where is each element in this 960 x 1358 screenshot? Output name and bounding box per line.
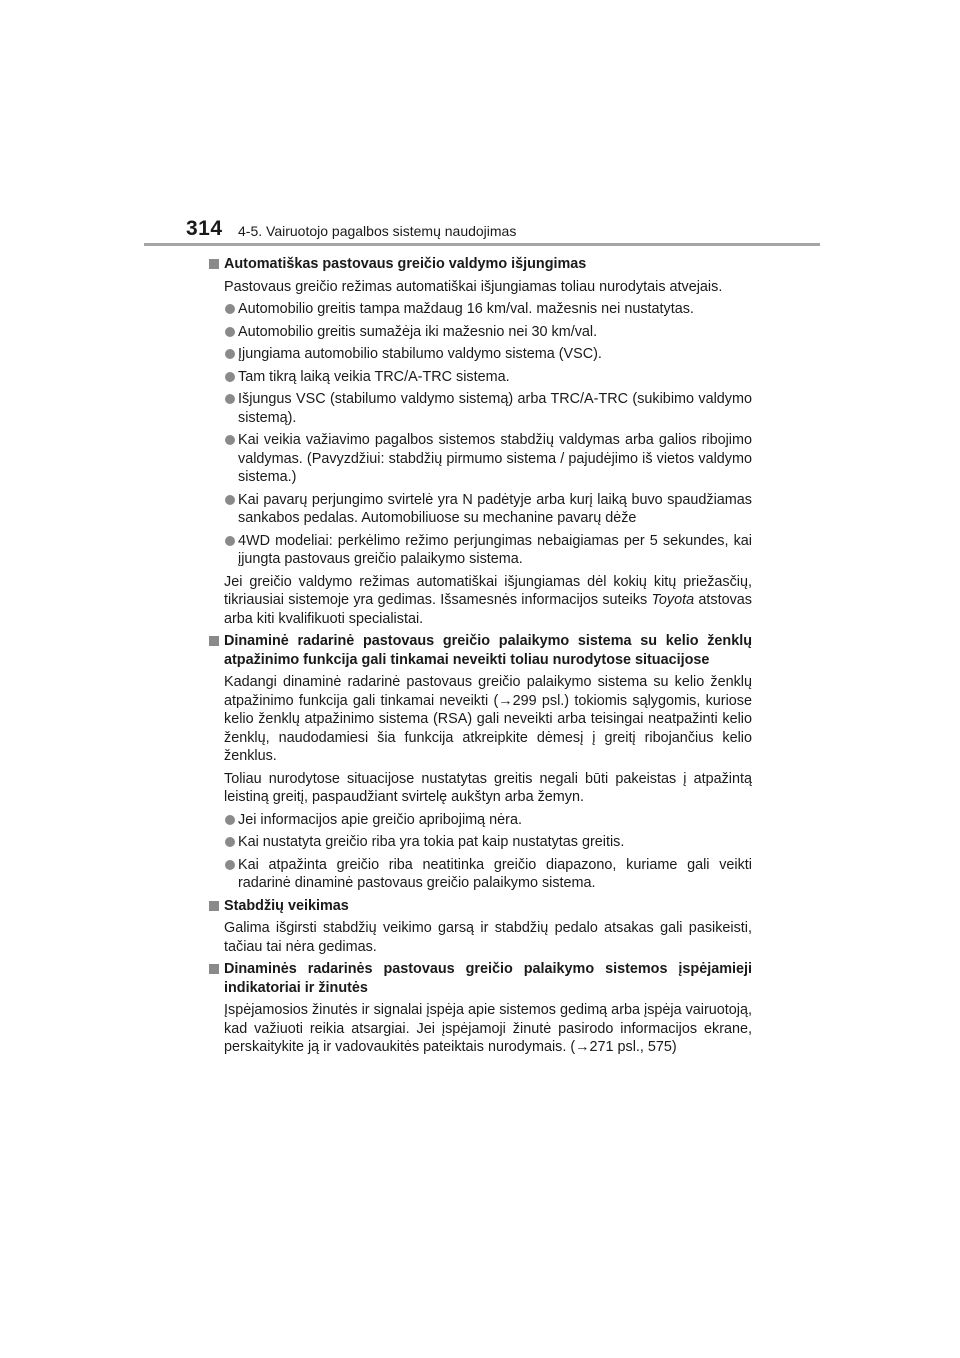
list-item: Tam tikrą laiką veikia TRC/A-TRC sistema. [208,368,752,387]
list-item: Kai nustatyta greičio riba yra tokia pat kaip nustatytas greitis. [208,833,752,852]
section-title: 4-5. Vairuotojo pagalbos sistemų naudojimas [238,223,517,239]
round-bullet-icon [225,304,235,314]
list-item: Kai veikia važiavimo pagalbos sistemos stabdžių valdymas arba galios ribojimo valdymas. (Pavyzdžiui: stabdžių pirmumo sistema / pajudėjimo iš vietos valdymo sistema.) [208,431,752,487]
section-heading-warning-indicators: Dinaminės radarinės pastovaus greičio palaikymo sistemos įspėjamieji indikatoriai ir žinutės [208,960,752,997]
brand-name: Toyota [651,592,695,608]
list-item: Jei informacijos apie greičio apribojimą nėra. [208,811,752,830]
square-bullet-icon [209,259,219,269]
paragraph: Kadangi dinaminė radarinė pastovaus greičio palaikymo sistema su kelio ženklų atpažinimo funkcija gali tinkamai neveikti (→299 psl.) tokiomis sąlygomis, kuriose kelio ženklų atpažinimo sistema (RSA) gali neveikti arba teisingai neatpažinti kelio ženklų, naudodamiesi šia funkcija atkreipkite dėmesį į greitį ribojančius kelio ženklus. [224,674,752,764]
paragraph: Įspėjamosios žinutės ir signalai įspėja apie sistemos gedimą arba įspėja vairuotoją, kad važiuoti reikia atsargiai. Jei įspėjamoji žinutė pasirodo informacijos ekrane, perskaitykite ją ir vadovaukitės pateiktais nurodymais. (→271 psl., 575) [224,1002,752,1055]
list-item: 4WD modeliai: perkėlimo režimo perjungimas nebaigiamas per 5 sekundes, kai įjungta pastovaus greičio palaikymo sistema. [208,532,752,569]
list-item: Automobilio greitis sumažėja iki mažesnio nei 30 km/val. [208,323,752,342]
section-heading-auto-cancel: Automatiškas pastovaus greičio valdymo išjungimas [208,255,752,274]
page-content [208,255,752,1061]
round-bullet-icon [225,372,235,382]
list-item: Kai atpažinta greičio riba neatitinka greičio diapazono, kuriame gali veikti radarinė dinaminė pastovaus greičio palaikymo sistema. [208,856,752,893]
paragraph: Jei greičio valdymo režimas automatiškai išjungiamas dėl kokių kitų priežasčių, tikriausiai sistemoje yra gedimas. Išsamesnės informacijos suteiks Toyota atstovas arba kiti kvalifikuoti specialistai. [224,573,752,627]
paragraph: Galima išgirsti stabdžių veikimo garsą ir stabdžių pedalo atsakas gali pasikeisti, tačiau tai nėra gedimas. [224,920,752,955]
list-item: Automobilio greitis tampa maždaug 16 km/val. mažesnis nei nustatytas. [208,300,752,319]
round-bullet-icon [225,495,235,505]
round-bullet-icon [225,536,235,546]
list-item: Išjungus VSC (stabilumo valdymo sistemą) arba TRC/A-TRC (sukibimo valdymo sistemą). [208,390,752,427]
page-header [186,216,820,246]
list-item: Įjungiama automobilio stabilumo valdymo sistema (VSC). [208,345,752,364]
section-heading-rsa-limitations: Dinaminė radarinė pastovaus greičio palaikymo sistema su kelio ženklų atpažinimo funkcija gali tinkamai neveikti toliau nurodytose situacijose [208,632,752,669]
header-rule [144,243,820,246]
square-bullet-icon [209,636,219,646]
list-item: Kai pavarų perjungimo svirtelė yra N padėtyje arba kurį laiką buvo spaudžiamas sankabos pedalas. Automobiliuose su mechanine pavarų dėže [208,491,752,528]
round-bullet-icon [225,435,235,445]
round-bullet-icon [225,837,235,847]
page-number: 314 [186,217,223,240]
round-bullet-icon [225,349,235,359]
paragraph: Toliau nurodytose situacijose nustatytas greitis negali būti pakeistas į atpažintą leistiną greitį, paspaudžiant svirtelę aukštyn arba žemyn. [224,770,752,805]
round-bullet-icon [225,327,235,337]
round-bullet-icon [225,860,235,870]
round-bullet-icon [225,815,235,825]
section-heading-brake-operation: Stabdžių veikimas [208,897,752,916]
square-bullet-icon [209,964,219,974]
paragraph: Pastovaus greičio režimas automatiškai išjungiamas toliau nurodytais atvejais. [224,278,723,295]
square-bullet-icon [209,901,219,911]
round-bullet-icon [225,394,235,404]
